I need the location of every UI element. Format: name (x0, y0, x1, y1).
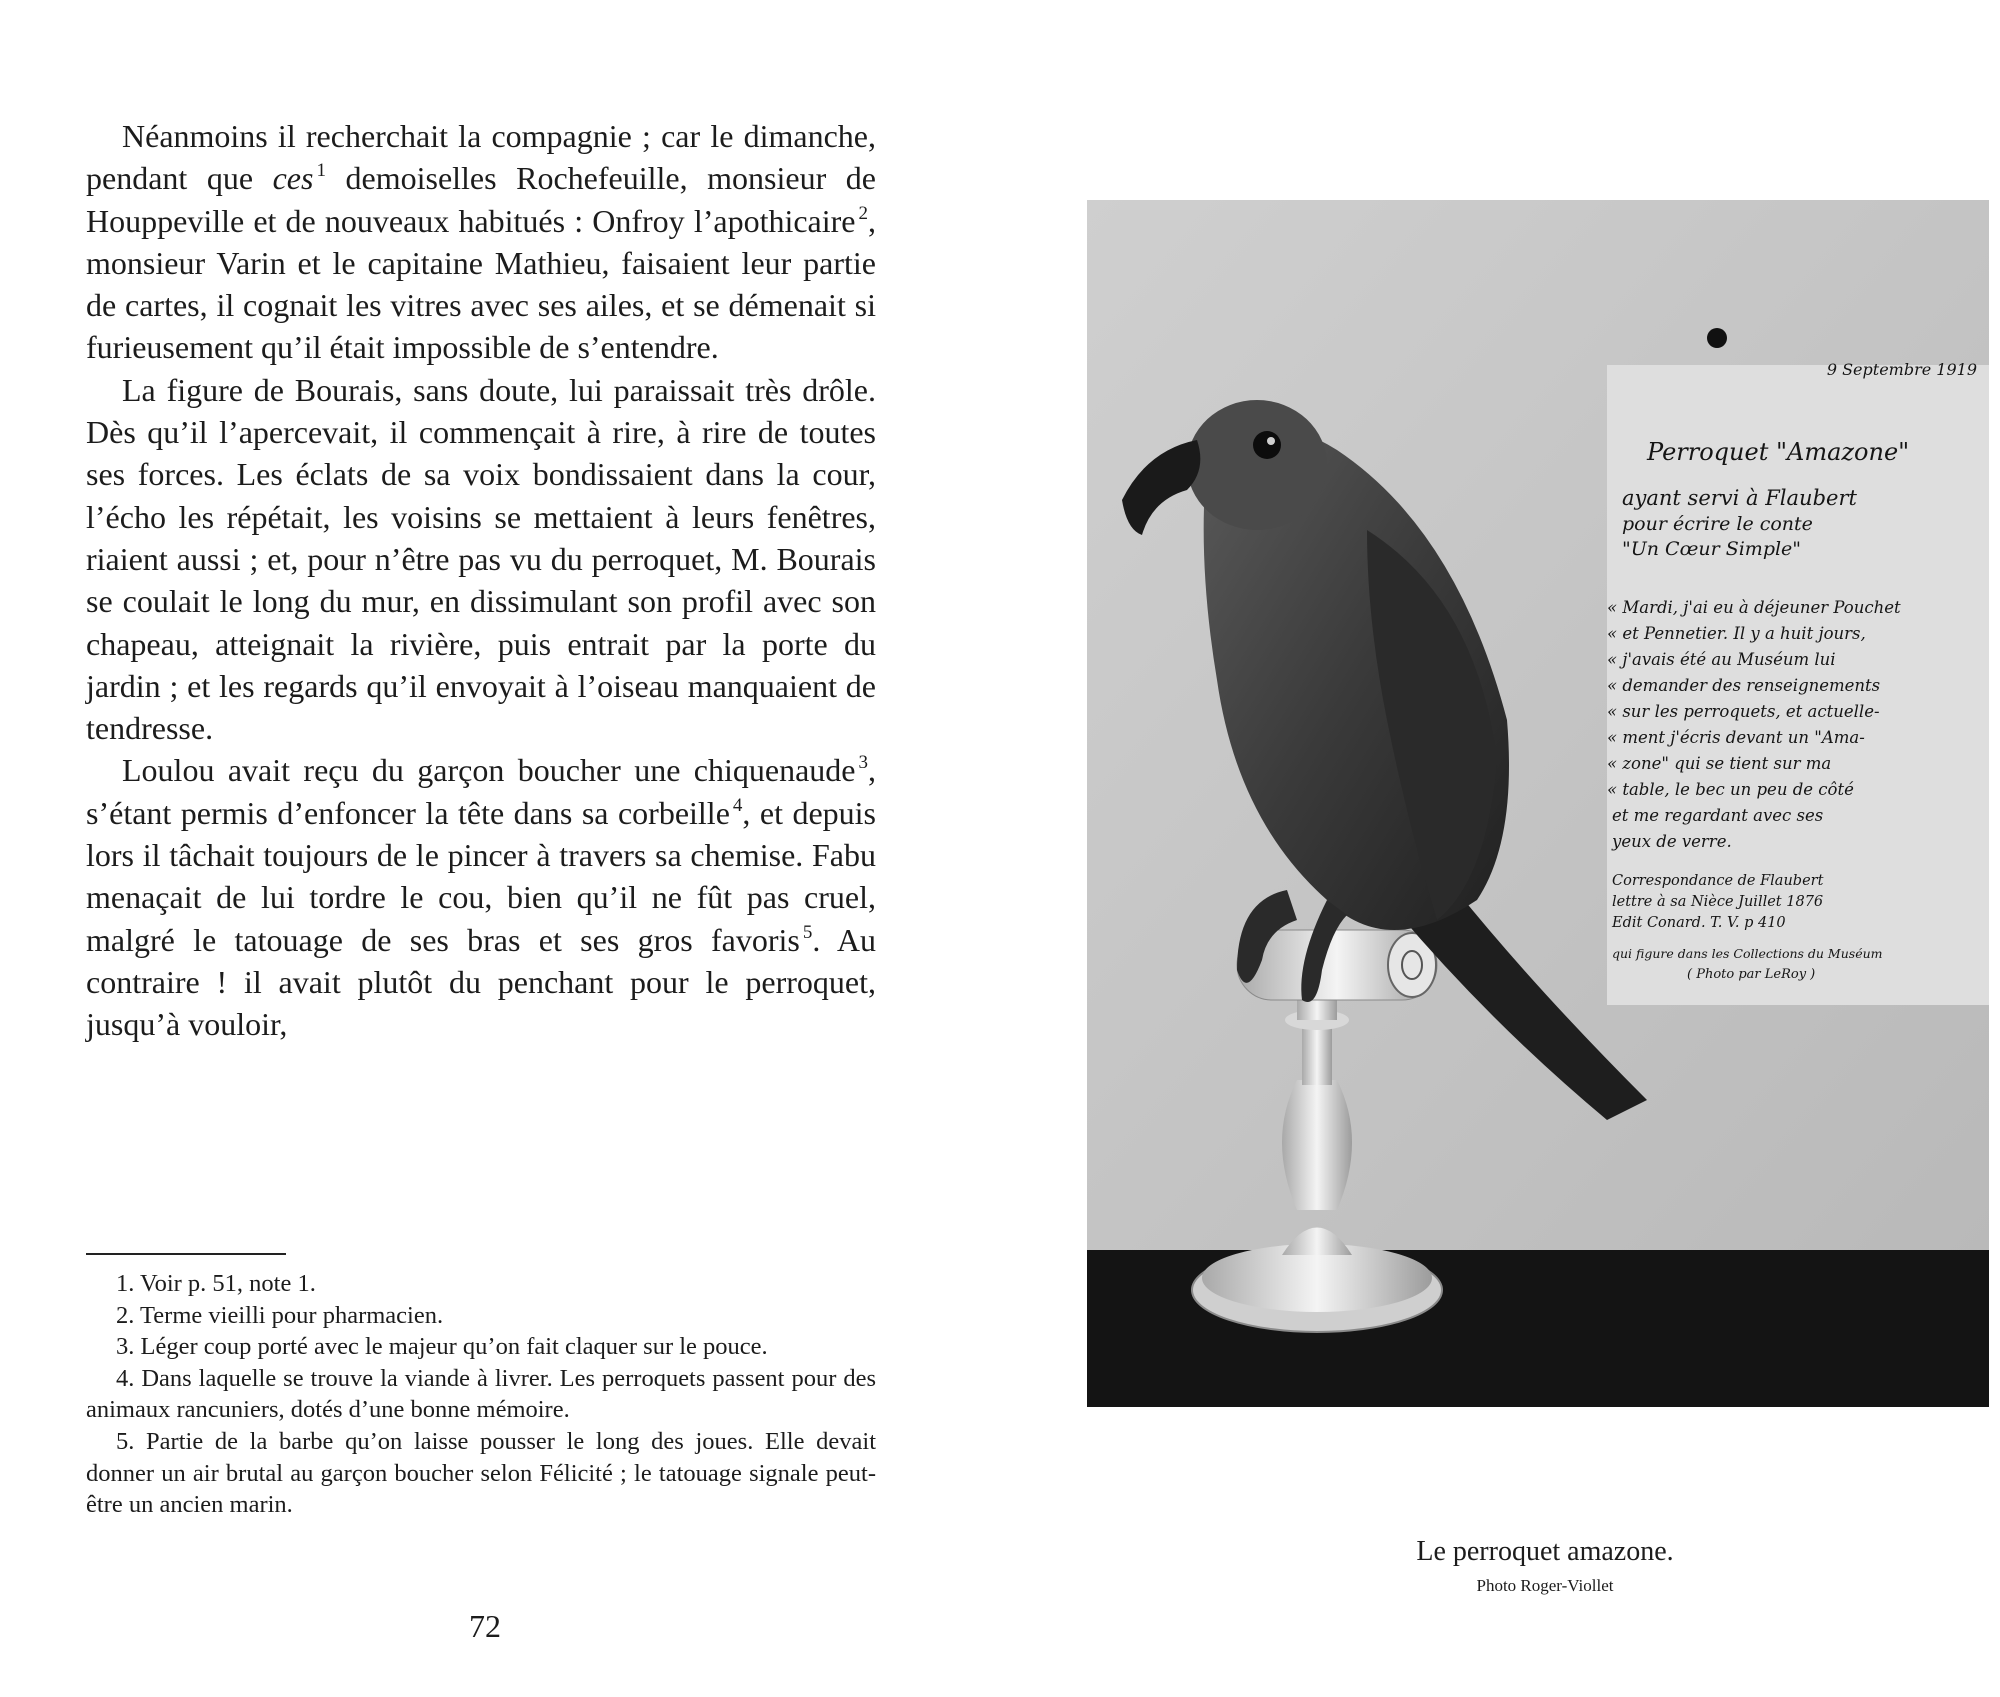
label-line-14: yeux de verre. (1612, 832, 1732, 851)
body-text (86, 115, 876, 1046)
label-line-15: Correspondance de Flaubert (1612, 873, 1824, 889)
label-line-4: "Un Cœur Simple" (1622, 538, 1802, 560)
label-line-2: ayant servi à Flaubert (1622, 486, 1857, 510)
label-line-7: « j'avais été au Muséum lui (1607, 650, 1836, 669)
label-line-8: « demander des renseignements (1607, 676, 1881, 695)
footnotes (86, 1268, 876, 1521)
label-line-13: et me regardant avec ses (1612, 806, 1824, 825)
footnote-3: 3. Léger coup porté avec le majeur qu’on fait claquer sur le pouce. (116, 1333, 768, 1361)
paragraph-1: Néanmoins il recherchait la compagnie ; car le dimanche, pendant que ces $^1$ demoiselles Rochefeuille, monsieur de Houppeville et de nouveaux habitués : Onfroy l’apothicaire $^2$, monsieur Varin et le capitaine Mathieu, faisaient leur partie de cartes, il cognait les vitres avec ses ailes, et se démenait si furieusement qu’il était impossible de s’entendre. (86, 118, 876, 366)
label-line-16: lettre à sa Nièce Juillet 1876 (1612, 894, 1824, 910)
label-line-5: « Mardi, j'ai eu à déjeuner Pouchet (1607, 598, 1901, 617)
label-line-9: « sur les perroquets, et actuelle- (1607, 702, 1880, 721)
pin-mark (1707, 328, 1727, 348)
parrot-photo-illustration (1087, 200, 1989, 1407)
label-line-11: « zone" qui se tient sur ma (1607, 754, 1832, 773)
footnote-ref-4[interactable]: 4 (732, 794, 743, 816)
label-line-1: Perroquet "Amazone" (1647, 438, 1910, 466)
label-line-10: « ment j'écris devant un "Ama- (1607, 728, 1865, 747)
footnote-ref-3[interactable]: 3 (858, 752, 868, 774)
page-number: 72 (469, 1608, 501, 1644)
footnote-2: 2. Terme vieilli pour pharmacien. (116, 1301, 444, 1329)
footnote-separator (86, 1253, 286, 1255)
parrot-photograph (1087, 200, 1989, 1407)
label-date: 9 Septembre 1919 (1826, 360, 1977, 379)
footnote-ref-2[interactable]: 2 (858, 202, 868, 224)
label-line-6: « et Pennetier. Il y a huit jours, (1607, 624, 1866, 643)
paragraph-3: Loulou avait reçu du garçon boucher une chiquenaude $^3$, s’étant permis d’enfoncer la tête dans sa corbeille $^4$, et depuis lors il tâchait toujours de le pincer à travers sa chemise. Fabu menaçait de lui tordre le cou, bien qu’il ne fût pas cruel, malgré le tatouage de ses bras et ses gros favoris $^5$. Au contraire ! il avait plutôt du penchant pour le perroquet, jusqu’à vouloir, (86, 752, 877, 1043)
label-line-18: qui figure dans les Collections du Muséum (1612, 946, 1883, 961)
footnote-5: 5. Partie de la barbe qu’on laisse pousser le long des joues. Elle devait donner un air brutal au garçon boucher selon Félicité ; le tatouage signale peut-être un ancien marin. (86, 1427, 876, 1519)
label-line-17: Edit Conard. T. V. p 410 (1612, 915, 1786, 931)
footnote-4: 4. Dans laquelle se trouve la viande à livrer. Les perroquets passent pour des animaux rancuniers, dotés d’une bonne mémoire. (86, 1364, 876, 1424)
italic-ces: ces (272, 160, 314, 197)
label-line-19: ( Photo par LeRoy ) (1687, 967, 1816, 982)
photo-caption: Le perroquet amazone. (1416, 1536, 1674, 1567)
label-line-12: « table, le bec un peu de côté (1607, 780, 1854, 799)
label-line-3: pour écrire le conte (1622, 513, 1813, 535)
footnote-ref-5[interactable]: 5 (802, 921, 813, 943)
main-text-column (86, 115, 876, 1046)
footnote-ref-1[interactable]: 1 (316, 160, 326, 182)
photo-credit: Photo Roger-Viollet (1476, 1576, 1614, 1595)
paragraph-2: La figure de Bourais, sans doute, lui paraissait très drôle. Dès qu’il l’apercevait, il commençait à rire, à rire de toutes ses forces. Les éclats de sa voix bondissaient dans la cour, l’écho les répétait, les voisins se mettaient à leurs fenêtres, riaient aussi ; et, pour n’être pas vu du perroquet, M. Bourais se coulait le long du mur, en dissimulant son profil avec son chapeau, atteignait la rivière, puis entrait par la porte du jardin ; et les regards qu’il envoyait à l’oiseau manquaient de tendresse. (86, 371, 876, 747)
footnote-1: 1. Voir p. 51, note 1. (116, 1270, 316, 1297)
